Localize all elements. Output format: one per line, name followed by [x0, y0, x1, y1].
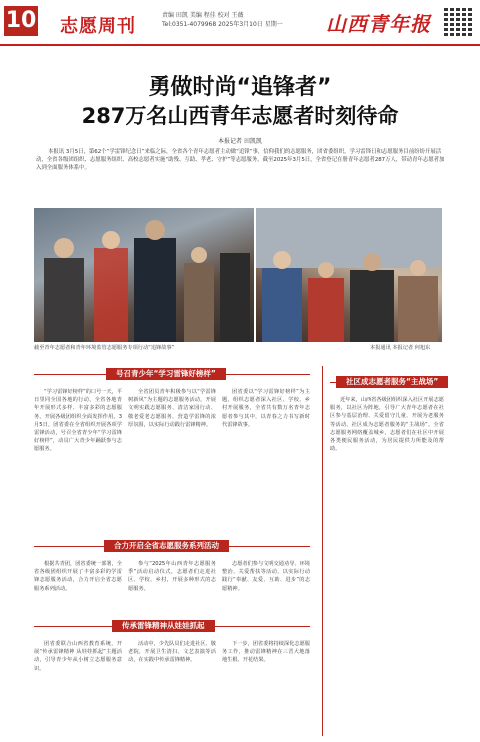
photo-caption-right: 本报通讯 本报记者 何旭东: [370, 345, 431, 351]
lead-paragraph: 本报讯 3月5日，第62个“学雷锋纪念日”来临之际，全省各个青年志愿者主动做“追锋”事，信仰我们的志愿服务，团省委组织，学习雷锋日和志愿服务目前纷纷开展活动，全省各级团组织、志愿服务组织、高校志愿者实施“助残、互助、孝老、守护”等志愿服务，截至2025年3月5日，全省登记在册青年志愿者287万人，带动青年志愿者加入到全面服务体系中。: [36, 149, 445, 171]
article-column-1a: “学习雷锋好榜样”的口号一天，平日里同全国各地的行动，全省各地青年开展形式多样、丰富多彩的志愿服务，开展各级团组织全面发挥作用。3月5日，团省委在全省组织开展各项学雷锋活动，号召全省青少年“学习雷锋好榜样”，动员广大青少年踊跃参与志愿服务。: [34, 389, 122, 453]
section-heading-3: 合力开启全省志愿服务系列活动: [104, 540, 229, 552]
section-heading-2: 社区成志愿者服务“主战场”: [336, 376, 448, 388]
masthead-logo: 山西青年报: [326, 12, 431, 36]
headline-line2: 287万名山西青年志愿者时刻待命: [81, 104, 399, 128]
section-heading-1: 号召青少年“学习雷锋好榜样”: [106, 368, 226, 380]
headline-line1: 勇做时尚“追锋者”: [148, 75, 332, 100]
article-column-1c: 团省委以“学习雷锋好榜样”为主题，组织志愿者深入社区、学校、乡村开展服务，全省共有数万名青年志愿者参与其中，以青春之力书写新时代雷锋故事。: [222, 389, 310, 428]
photo-scene-left: [34, 208, 254, 342]
news-photo-right: [256, 208, 442, 342]
article-column-4b: 活动中，少先队员们走进社区、敬老院，开展卫生清扫、文艺表演等活动，在实践中传承雷锋精神。: [128, 641, 216, 664]
photo-caption-left: 截至青年志愿者和青年环境监管志愿服务专项行动“追锋故事”: [34, 345, 175, 351]
photo-scene-right: [256, 208, 442, 342]
page-header: [0, 0, 480, 46]
contact-date: Tel:0351-4079968 2025年3月10日 星期一: [162, 21, 283, 28]
page-number: 10: [4, 6, 38, 36]
byline: 本报记者 田凯凯: [218, 138, 262, 145]
section-title: 志愿周刊: [60, 16, 136, 37]
article-column-1b: 全省团员青年积极参与以“学雷锋 树新风”为主题的志愿服务活动，开展文明实践志愿服务、清洁家园行动、敬老爱老志愿服务，营造学雷锋的浓厚氛围，以实际行动践行雷锋精神。: [128, 389, 216, 428]
editor-names: 责编 田凯 美编 程佳 校对 王薇: [162, 12, 244, 19]
article-column-4c: 下一步，团省委将持续深化志愿服务工作，推动雷锋精神在三晋大地落地生根、开花结果。: [222, 641, 310, 664]
section-heading-4: 传承雷锋精神从娃娃抓起: [112, 620, 215, 632]
article-column-2: 近年来，山西省各级团组织深入社区开展志愿服务，以社区为阵地，引导广大青年志愿者在社区参与基层治理、关爱留守儿童、开展为老服务等活动，社区成为志愿者服务的“主战场”。全省志愿服务网络覆盖城乡，志愿者们在社区中开展各类便民服务活动，为居民提供力所能及的帮助。: [330, 397, 444, 453]
news-photo-left: [34, 208, 254, 342]
article-column-4a: 团省委联合山西省教育系统，开展“传承雷锋精神 从娃娃抓起”主题活动，引导青少年从小树立志愿服务意识。: [34, 641, 122, 672]
article-column-3a: 根据共青团，团省委统一部署，全省各级团组织开展了丰富多彩的学雷锋志愿服务活动，合力开启全省志愿服务系列活动。: [34, 561, 122, 592]
article-column-3c: 志愿者们参与文明交通劝导、环境整治、关爱帮扶等活动，以实际行动践行“奉献、友爱、互助、进步”的志愿精神。: [222, 561, 310, 592]
column-divider: [322, 366, 323, 736]
editor-credits: [162, 11, 292, 29]
article-column-3b: 参与“2025年山西青年志愿服务季”活动启动仪式，志愿者们走进社区、学校、乡村，开展多种形式的志愿服务。: [128, 561, 216, 592]
